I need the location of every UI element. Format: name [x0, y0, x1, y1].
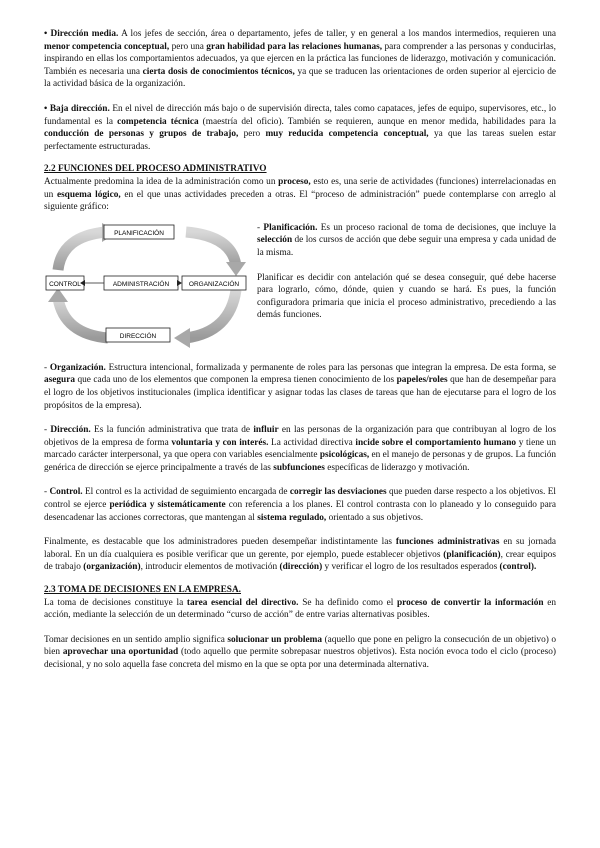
text-span: ya que las tareas suelen estar perfectamente estructuradas. — [44, 129, 556, 152]
text-span: Es un proceso racional de toma de decisiones, que incluye la — [317, 222, 557, 233]
text-span: subfunciones — [273, 462, 325, 473]
text-span: sistema regulado, — [257, 512, 327, 523]
label-administracion: ADMINISTRACIÓN — [112, 280, 170, 288]
paragraph-finalmente — [44, 536, 556, 574]
paragraph-direccion — [44, 424, 556, 474]
text-span: papeles/roles — [396, 375, 448, 386]
text-span: , crear equipos de trabajo — [44, 549, 556, 573]
text-span: que cada uno de los elementos que componen la empresa tienen conocimiento de los — [75, 375, 397, 386]
text-span: pero — [238, 129, 266, 140]
text-span: (planificación) — [443, 549, 501, 560]
text-span: tarea esencial del directivo. — [186, 597, 299, 608]
label-organizacion: ORGANIZACIÓN — [188, 280, 240, 288]
paragraph-planificacion — [257, 222, 556, 260]
text-span: Planificación. — [263, 222, 318, 233]
section-heading-2-2: 2.2 FUNCIONES DEL PROCESO ADMINISTRATIVO — [44, 164, 267, 175]
text-span: influir — [253, 425, 279, 436]
text-span: orientado a sus objetivos. — [326, 512, 424, 523]
text-span: • Dirección media. — [44, 29, 119, 39]
text-span: (control). — [499, 562, 537, 573]
text-span: proceso de convertir la información — [396, 597, 544, 608]
paragraph-tomar-decisiones — [44, 634, 556, 672]
text-span: - — [44, 362, 50, 373]
process-diagram — [44, 222, 249, 350]
text-span: en las personas de la organización para que contribuyan al logro de los objetivos de la empresa de forma — [44, 425, 556, 448]
text-span: (todo aquello que permite sobrepasar nuestros objetivos). Esta noción evoca todo el ciclo (proceso) decisional, y no solo aquella fase concreta del mismo en la que se opta por una determinada alternativa. — [44, 647, 556, 670]
label-direccion: DIRECCIÓN — [119, 332, 157, 340]
text-span: Tomar decisiones en un sentido amplio significa — [44, 634, 228, 645]
paragraph-direccion-media — [44, 28, 556, 91]
text-span: - — [44, 425, 51, 436]
section-heading-2-3: 2.3 TOMA DE DECISIONES EN LA EMPRESA. — [44, 585, 241, 596]
paragraph-baja-direccion — [44, 103, 556, 153]
text-span: ya que se traducen las orientaciones de orden superior al ejercicio de la actividad básica de la organización. — [44, 66, 557, 90]
inner-arrow-head — [177, 280, 182, 286]
text-span: corregir las desviaciones — [289, 487, 387, 498]
text-span: psicológicas, — [319, 450, 370, 461]
paragraph-proceso — [44, 176, 556, 214]
cycle-arrow — [58, 298, 108, 338]
text-span: Organización. — [49, 362, 106, 373]
text-span: Estructura intencional, formalizada y permanente de roles para las personas que integran la empresa. De esta forma, se — [105, 362, 556, 373]
text-span: El control es la actividad de seguimiento encargada de — [82, 487, 290, 498]
text-span: en el manejo de personas y de grupos. La función genérica de dirección se ejerce principalmente a través de las — [44, 450, 556, 473]
document-page — [44, 28, 556, 672]
text-span: para comprender a las personas y conducirlas, inspirando en ellas los comportamientos adecuados, ya que ejercen en la práctica las funciones de liderazgo, motivación y comunicación. También es necesaria una — [44, 41, 556, 77]
text-span: funciones administrativas — [395, 537, 500, 548]
text-span: (organización) — [83, 562, 141, 573]
text-span: específicas de liderazgo y motivación. — [324, 462, 470, 473]
text-span: proceso, — [278, 176, 311, 187]
label-planificacion: PLANIFICACIÓN — [114, 229, 164, 237]
text-span: Se ha definido como el — [298, 597, 397, 608]
text-span: en su jornada laboral. En un día cualquiera es posible verificar que un gerente, por ejemplo, puede establecer objetivos — [44, 537, 556, 560]
text-span: de los cursos de acción que debe seguir una empresa y cada unidad de la misma. — [257, 235, 556, 258]
text-span: A los jefes de sección, área o departamento, jefes de taller, y en general a los mandos intermedios, requieren una — [118, 29, 556, 39]
text-span: La actividad directiva — [268, 437, 356, 448]
text-span: incide sobre el comportamiento humano — [355, 437, 517, 448]
text-span: (maestría del oficio). También se requieren, aunque en menor medida, habilidades para la — [198, 116, 556, 127]
text-span: - — [44, 487, 50, 498]
paragraph-planificar: Planificar es decidir con antelación qué se desea conseguir, qué debe hacerse para lograrlo, cómo, dónde, quien y cuando se hará. Es pues, la función configuradora primaria que inicia el proceso administrativo, precediendo a las demás funciones. — [257, 272, 556, 321]
text-span: - — [257, 222, 264, 233]
text-span: conducción de personas y grupos de trabajo, — [44, 129, 239, 140]
paragraph-control — [44, 486, 556, 524]
text-span: aprovechar una oportunidad — [62, 647, 179, 658]
text-span: competencia técnica — [117, 116, 199, 127]
planificacion-text — [257, 222, 556, 350]
text-span: solucionar un problema — [227, 634, 323, 645]
label-control: CONTROL — [49, 280, 81, 288]
text-span: y tiene un marcado carácter interpersonal, ya que opera con variables esencialmente — [44, 437, 556, 461]
text-span: cierta dosis de conocimientos técnicos, — [142, 66, 295, 77]
text-span: (dirección) — [279, 562, 323, 573]
text-span: Dirección. — [50, 425, 91, 436]
text-span: Actualmente predomina la idea de la administración como un — [44, 176, 279, 187]
text-span: en acción, mediante la selección de un determinado “curso de acción” de entre varias alternativas posibles. — [44, 597, 556, 621]
text-span: con referencia a los planes. El control contrasta con lo planeado y lo conseguido para desencadenar las acciones correctoras, que mantengan al — [44, 500, 556, 523]
arrow-head — [174, 328, 190, 348]
text-span: selección — [257, 235, 293, 246]
arrow-head — [226, 262, 246, 276]
text-span: que pueden darse respecto a los objetivos. El control se ejerce — [44, 487, 556, 511]
text-span: • Baja dirección. — [44, 103, 110, 114]
text-span: (aquello que pone en peligro la consecución de un objetivo) o bien — [44, 634, 557, 658]
text-span: esto es, una serie de actividades (funciones) interrelacionadas en un — [44, 176, 556, 200]
text-span: y verificar el logro de los resultados esperados — [322, 562, 500, 573]
paragraph-organizacion — [44, 362, 556, 412]
paragraph-toma-decisiones — [44, 597, 556, 622]
cycle-arrow — [186, 232, 236, 266]
text-span: Es la función administrativa que trata de — [90, 425, 254, 436]
text-span: periódica y sistemáticamente — [109, 500, 226, 511]
text-span: asegura — [44, 375, 75, 386]
cycle-arrow — [186, 290, 236, 338]
text-span: gran habilidad para las relaciones humanas, — [206, 41, 383, 52]
text-span: La toma de decisiones constituye la — [44, 597, 187, 608]
text-span: menor competencia conceptual, — [44, 41, 170, 52]
text-span: Finalmente, es destacable que los administradores pueden desempeñar indistintamente las — [44, 537, 396, 548]
text-span: en el que unas actividades preceden a otras. El “proceso de administración” puede contemplarse con arreglo al siguiente gráfico: — [44, 189, 556, 213]
text-span: que han de desempeñar para el logro de los objetivos institucionales (implica identificar y asignar todas las clases de tareas que han de ejecutarse para el logro de los propósitos de la empresa). — [44, 375, 556, 411]
cycle-arrow — [58, 232, 106, 270]
text-span: esquema lógico, — [56, 189, 121, 200]
text-span: , introducir elementos de motivación — [140, 562, 280, 573]
text-span: muy reducida competencia conceptual, — [265, 129, 429, 140]
text-span: voluntaria y con interés. — [171, 437, 269, 448]
text-span: pero una — [169, 41, 207, 52]
text-span: Control. — [49, 487, 83, 498]
text-span: En el nivel de dirección más bajo o de supervisión directa, tales como capataces, jefes de equipo, supervisores, etc., lo fundamental es la — [44, 103, 556, 127]
